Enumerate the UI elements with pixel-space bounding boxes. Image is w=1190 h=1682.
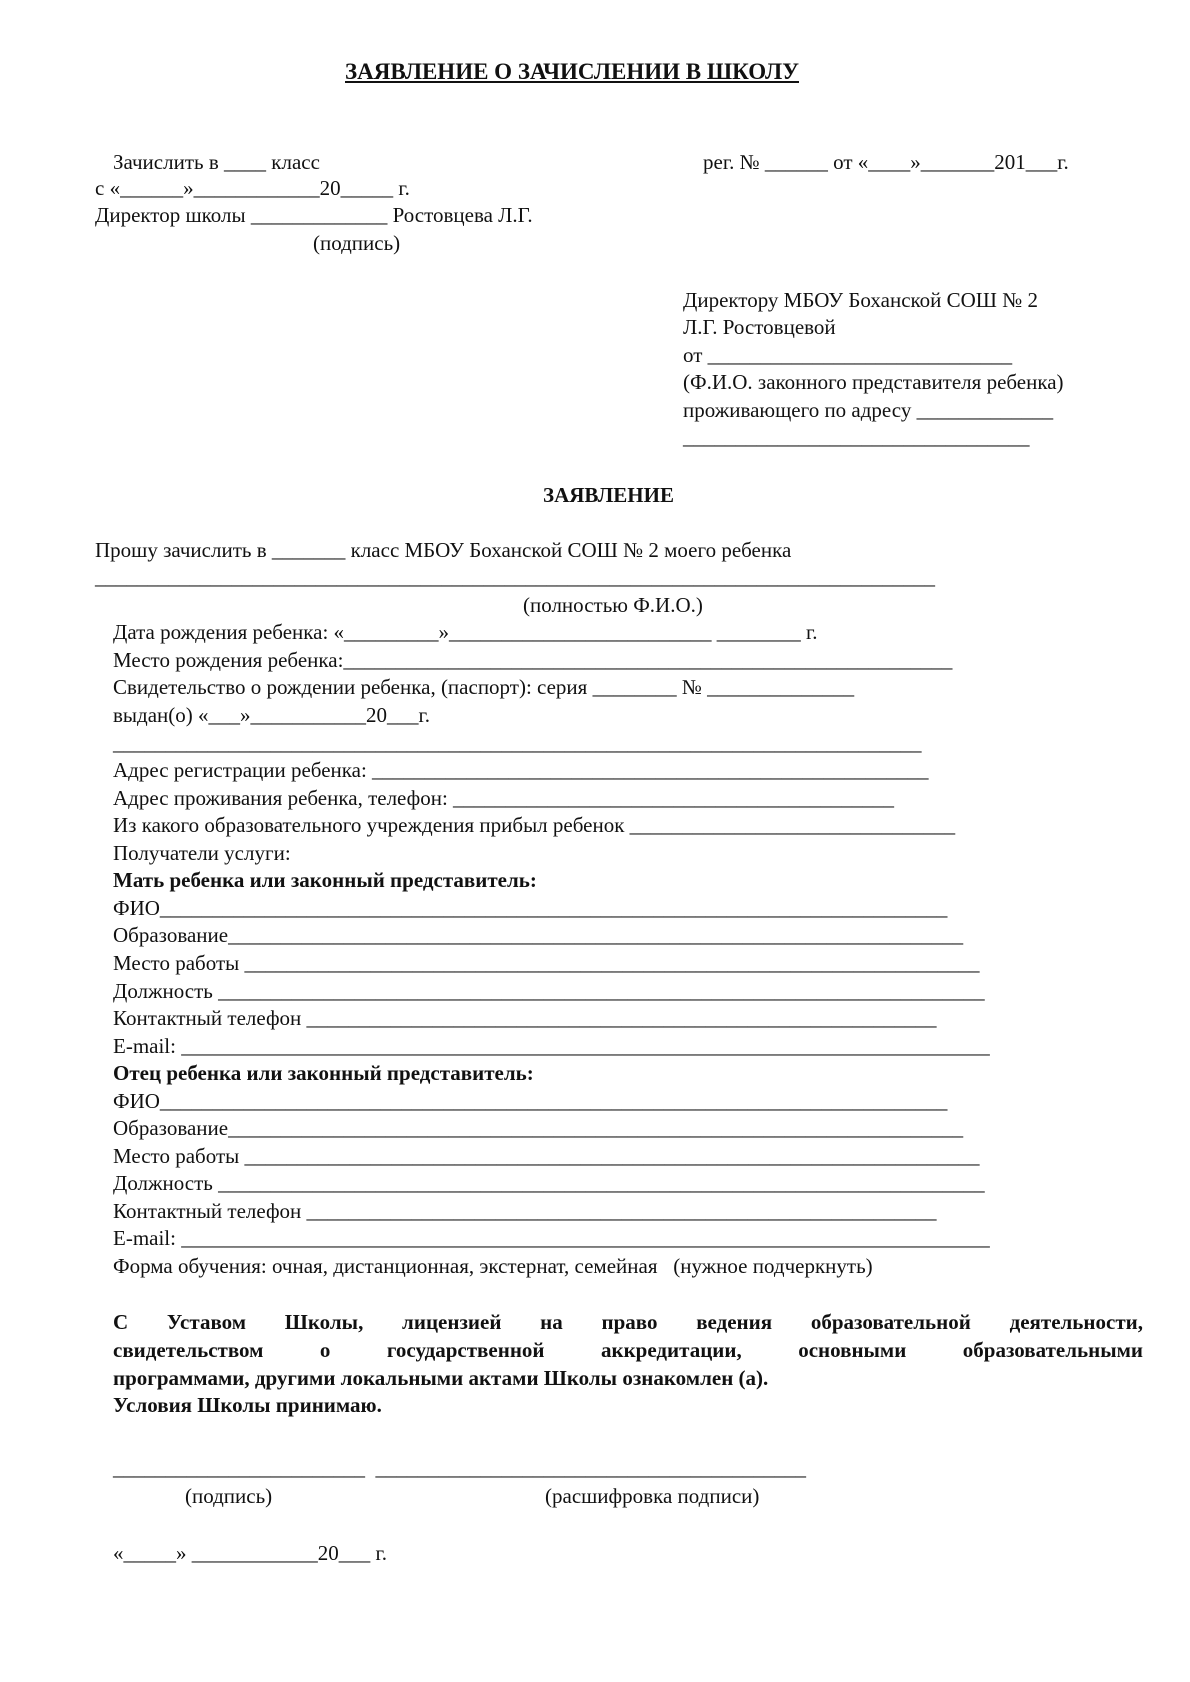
document-title: ЗАЯВЛЕНИЕ О ЗАЧИСЛЕНИИ В ШКОЛУ [345,59,799,84]
acknowledgement-line-3: программами, другими локальными актами Школы ознакомлен (а). [113,1366,769,1390]
father-fio-line: ФИО___________________________________________________________________________ [113,1089,948,1113]
previous-school-line: Из какого образовательного учреждения прибыл ребенок _______________________________ [113,813,956,837]
child-name-blank: ________________________________________________________________________________ [95,565,935,589]
resolution-signature-caption: (подпись) [313,231,401,255]
final-date-line: «_____» ____________20___ г. [113,1541,387,1565]
signature-transcript-caption: (расшифровка подписи) [545,1484,760,1508]
statement-heading: ЗАЯВЛЕНИЕ [543,483,674,507]
birth-place-line: Место рождения ребенка:__________________________________________________________ [113,648,953,672]
registration-line: рег. № ______ от «____»_______201___г. [703,150,1069,174]
signature-caption: (подпись) [185,1484,273,1508]
registration-address-line: Адрес регистрации ребенка: _____________________________________________________ [113,758,929,782]
father-heading: Отец ребенка или законный представитель: [113,1061,534,1085]
acknowledgement-line-1: С Уставом Школы, лицензией на право ведения образовательной деятельности, [113,1310,1143,1334]
birth-date-line: Дата рождения ребенка: «_________»_________________________ ________ г. [113,620,818,644]
father-workplace-line: Место работы ______________________________________________________________________ [113,1144,980,1168]
mother-workplace-line: Место работы ______________________________________________________________________ [113,951,980,975]
recipients-label: Получатели услуги: [113,841,291,865]
addressee-address-line: проживающего по адресу _____________ [683,398,1054,422]
father-position-line: Должность _________________________________________________________________________ [113,1171,985,1195]
father-education-line: Образование______________________________________________________________________ [113,1116,964,1140]
child-name-caption: (полностью Ф.И.О.) [523,593,703,617]
acknowledgement-line-2: свидетельством о государственной аккредитации, основными образовательными [113,1338,1143,1362]
study-form-line: Форма обучения: очная, дистанционная, экстернат, семейная (нужное подчеркнуть) [113,1254,873,1278]
addressee-representative-caption: (Ф.И.О. законного представителя ребенка) [683,370,1064,394]
acknowledgement-paragraph [113,1312,1143,1368]
mother-education-line: Образование______________________________________________________________________ [113,923,964,947]
residence-address-line: Адрес проживания ребенка, телефон: __________________________________________ [113,786,895,810]
father-phone-line: Контактный телефон ____________________________________________________________ [113,1199,937,1223]
mother-phone-line: Контактный телефон ____________________________________________________________ [113,1006,937,1030]
request-line: Прошу зачислить в _______ класс МБОУ Боханской СОШ № 2 моего ребенка [95,538,792,562]
acceptance-line: Условия Школы принимаю. [113,1393,382,1417]
mother-position-line: Должность _________________________________________________________________________ [113,979,985,1003]
addressee-address-blank: _________________________________ [683,425,1030,449]
father-email-line: E-mail: _____________________________________________________________________________ [113,1226,990,1250]
resolution-director-line: Директор школы _____________ Ростовцева Л.Г. [95,203,533,227]
mother-email-line: E-mail: _____________________________________________________________________________ [113,1034,990,1058]
resolution-class-line: Зачислить в ____ класс [113,150,320,174]
addressee-line-2: Л.Г. Ростовцевой [683,315,836,339]
extra-blank-line: _____________________________________________________________________________ [113,731,922,755]
addressee-from-line: от _____________________________ [683,343,1013,367]
addressee-line-1: Директору МБОУ Боханской СОШ № 2 [683,288,1039,312]
mother-heading: Мать ребенка или законный представитель: [113,868,537,892]
certificate-line: Свидетельство о рождении ребенка, (паспорт): серия ________ № ______________ [113,675,855,699]
issued-line: выдан(о) «___»___________20___г. [113,703,430,727]
signature-blank-line: ________________________ _________________________________________ [113,1456,806,1480]
mother-fio-line: ФИО___________________________________________________________________________ [113,896,948,920]
resolution-date-line: с «______»____________20_____ г. [95,176,410,200]
